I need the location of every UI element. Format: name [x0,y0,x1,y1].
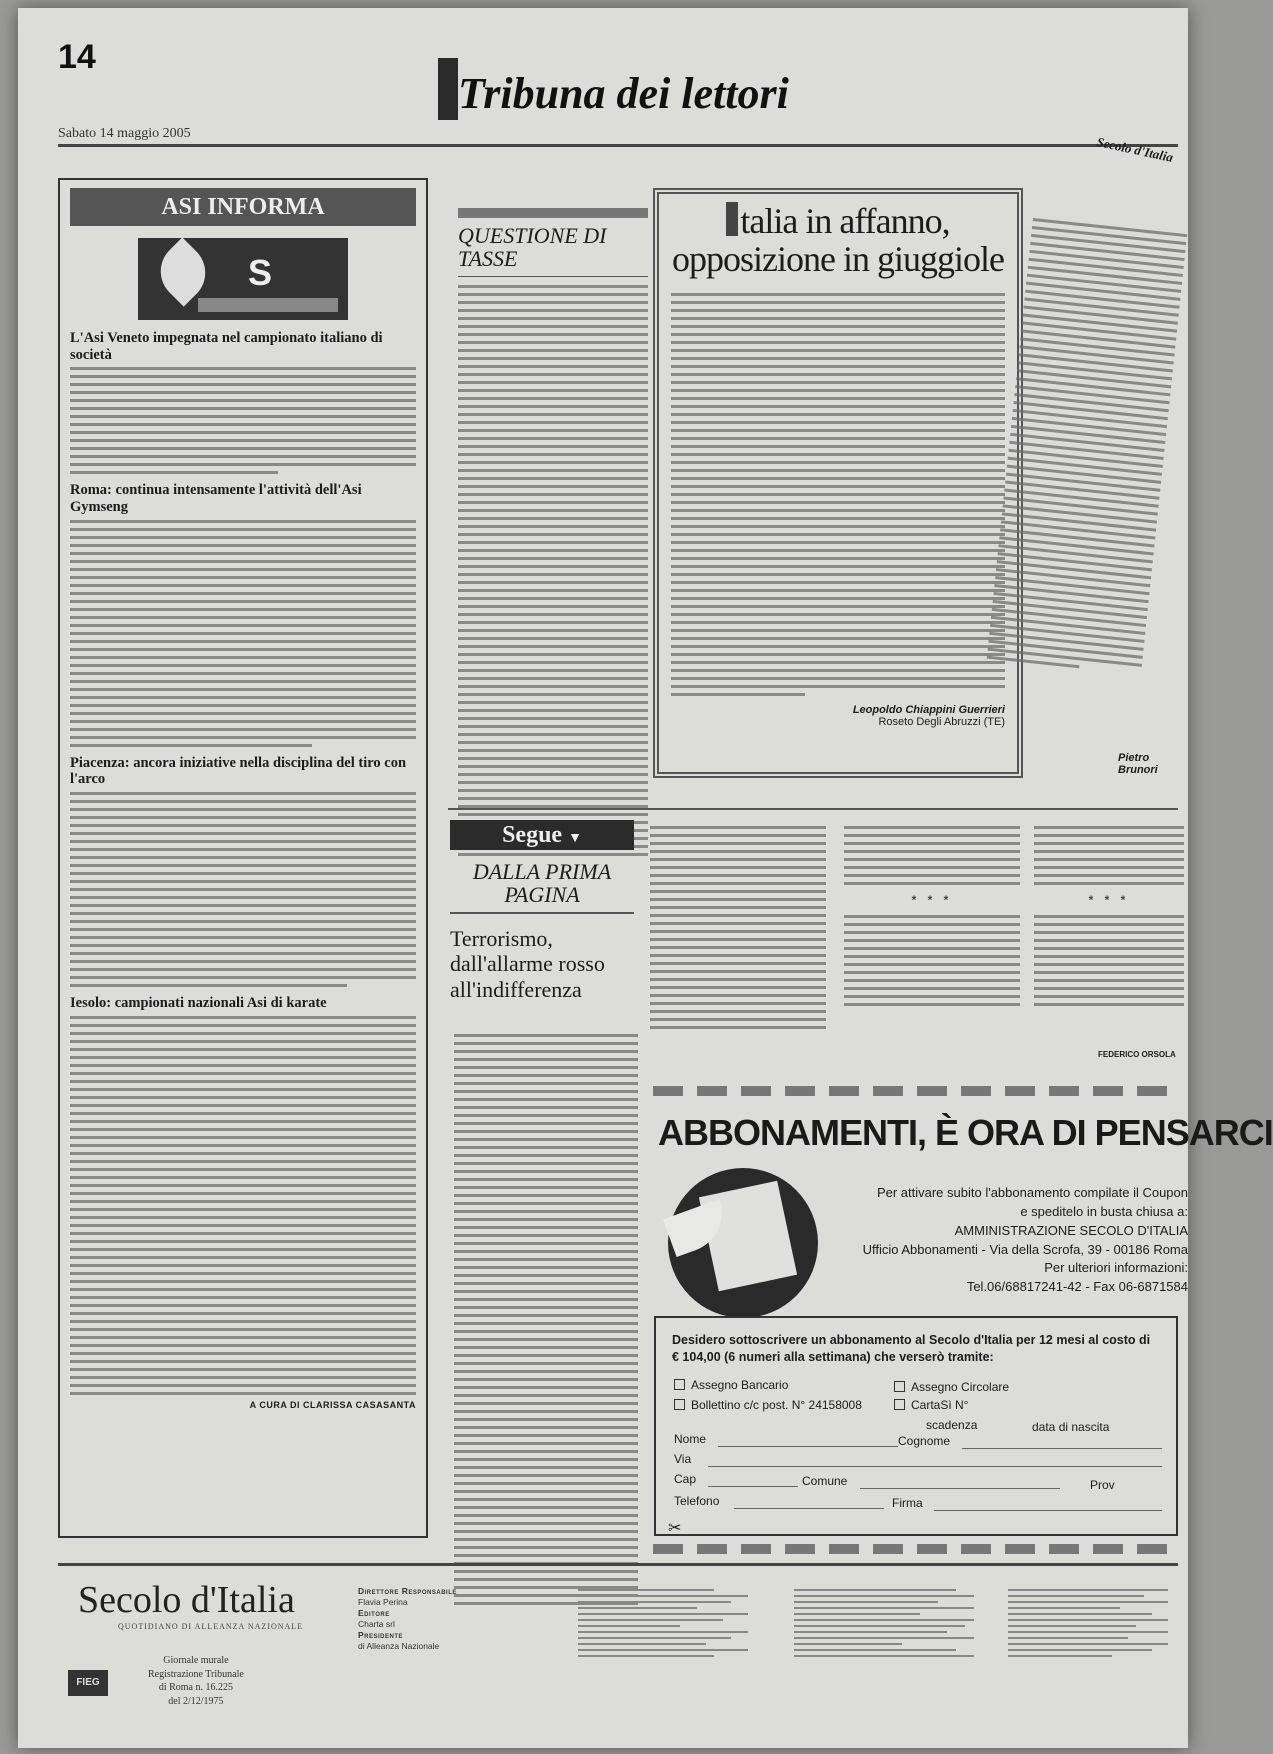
issue-date: Sabato 14 maggio 2005 [58,126,191,141]
option-cartasi[interactable]: CartaSì N° [894,1398,968,1412]
footer-logo: Secolo d'Italia [78,1579,295,1621]
article-headline: L'Asi Veneto impegnata nel campionato italiano di società [70,330,383,363]
article-body [70,792,416,987]
dashed-rule [653,1544,1173,1554]
footer-info-col [794,1586,974,1661]
subscription-info: Per attivare subito l'abbonamento compilate il Coupon e speditelo in busta chiusa a: AMMINISTRAZIONE SECOLO D'ITALIA Ufficio Abbonamenti - Via della Scrofa, 39 - 00186 Roma Per ulteriori informazioni: Tel.06/68817241-42 - Fax 06-6871584 [862,1185,1188,1295]
fieg-badge: FIEG [68,1670,108,1696]
field-prov[interactable]: Prov [1090,1478,1115,1492]
column-signature: A CURA DI CLARISSA CASASANTA [249,1399,416,1410]
letter-body [458,285,648,856]
footer-rule [58,1563,1178,1566]
article-body [70,520,416,747]
field-comune[interactable]: Comune [802,1474,848,1488]
letter-title: QUESTIONE DI TASSE [458,224,648,277]
segue-body-col2 [650,826,826,1034]
option-assegno-circolare[interactable]: Assegno Circolare [894,1380,1009,1394]
arrow-down-icon: ▼ [568,831,582,846]
article-headline: Roma: continua intensamente l'attività dell'Asi Gymseng [70,482,362,516]
field-cap[interactable]: Cap [674,1472,697,1486]
segue-banner: Segue ▼ [450,820,634,850]
field-data-nascita[interactable]: data di nascita [1032,1420,1110,1434]
article-body [70,1016,416,1395]
asi-logo-leaf-icon [148,237,217,306]
checkbox[interactable] [674,1379,685,1390]
coupon-lead: Desidero sottoscrivere un abbonamento al Secolo d'Italia per 12 mesi al costo di € 104,00 (6 numeri alla settimana) che verserò tramite: [672,1333,1151,1364]
footer-registration: Giornale murale Registrazione Tribunale di Roma n. 16.225 del 2/12/1975 [148,1655,244,1707]
header-rule [58,144,1178,147]
option-assegno-bancario[interactable]: Assegno Bancario [674,1378,788,1392]
dove-newspaper-icon [668,1168,818,1318]
comune-line [860,1488,1060,1489]
option-bollettino[interactable]: Bollettino c/c post. N° 24158008 [674,1398,862,1412]
section-masthead [428,48,858,128]
dalla-prima-pagina: DALLA PRIMA PAGINA [450,860,634,914]
dashed-rule [653,1086,1173,1096]
article-headline: Piacenza: ancora iniziative nella disciplina del tiro con l'arco [70,754,407,788]
section-rule [448,808,1178,810]
field-firma[interactable]: Firma [892,1496,923,1510]
right-letter-author: Pietro Brunori [1118,752,1158,776]
letter-place: Roseto Degli Abruzzi (TE) [878,715,1005,728]
letter-author: Leopoldo Chiappini Guerrieri [852,703,1005,716]
italia-in-affanno-letter [653,188,1023,778]
newspaper-page [18,8,1273,1748]
segue-signature: FEDERICO ORSOLA [1098,1050,1176,1059]
page-number: 14 [58,38,96,76]
via-line [708,1466,1162,1467]
article-headline: Iesolo: campionati nazionali Asi di karate [70,995,327,1012]
subscription-title: ABBONAMENTI, È ORA DI PENSARCI [658,1112,1273,1153]
field-scadenza[interactable]: scadenza [926,1418,978,1432]
scissors-icon: ✂ [668,1520,682,1537]
checkbox[interactable] [894,1399,905,1410]
article-body [70,367,416,474]
cognome-line [962,1448,1162,1449]
segue-body-col4 [1034,826,1184,1011]
cap-line [708,1486,798,1487]
checkbox[interactable] [894,1381,905,1392]
segue-headline: Terrorismo, dall'allarme rosso all'indifferenza [450,926,605,1002]
questione-di-tasse-letter [458,208,648,778]
paper-name-small: Secolo d'Italia [1095,134,1175,165]
firma-line [934,1510,1162,1511]
asi-informa-banner: ASI INFORMA [70,188,416,226]
drop-cap-i [726,202,738,236]
letter-title: talia in affanno, opposizione in giuggiole [672,201,1004,279]
checkbox[interactable] [674,1399,685,1410]
section-separator: * * * [1088,893,1130,907]
section-title: Tribuna dei lettori [458,69,789,118]
footer-subtitle: QUOTIDIANO DI ALLEANZA NAZIONALE [118,1622,304,1631]
segue-body-col1 [454,1034,638,1610]
field-cognome[interactable]: Cognome [898,1434,951,1448]
asi-logo-image: S [138,238,348,320]
asi-informa-column [58,178,428,1538]
footer-info-col [578,1586,748,1661]
segue-body-col3 [844,826,1020,1011]
nome-line [718,1446,898,1447]
telefono-line [734,1508,884,1509]
field-via[interactable]: Via [674,1452,692,1466]
masthead-block-t [438,58,458,120]
title-rule [458,208,648,218]
field-nome[interactable]: Nome [674,1432,707,1446]
footer-info-col [1008,1586,1168,1661]
footer-credits: Direttore Responsabile Flavia Perina Editore Charta srl Presidente di Alleanza Nazionale [358,1586,457,1652]
section-separator: * * * [911,893,953,907]
field-telefono[interactable]: Telefono [674,1494,720,1508]
letter-body [671,293,1005,696]
